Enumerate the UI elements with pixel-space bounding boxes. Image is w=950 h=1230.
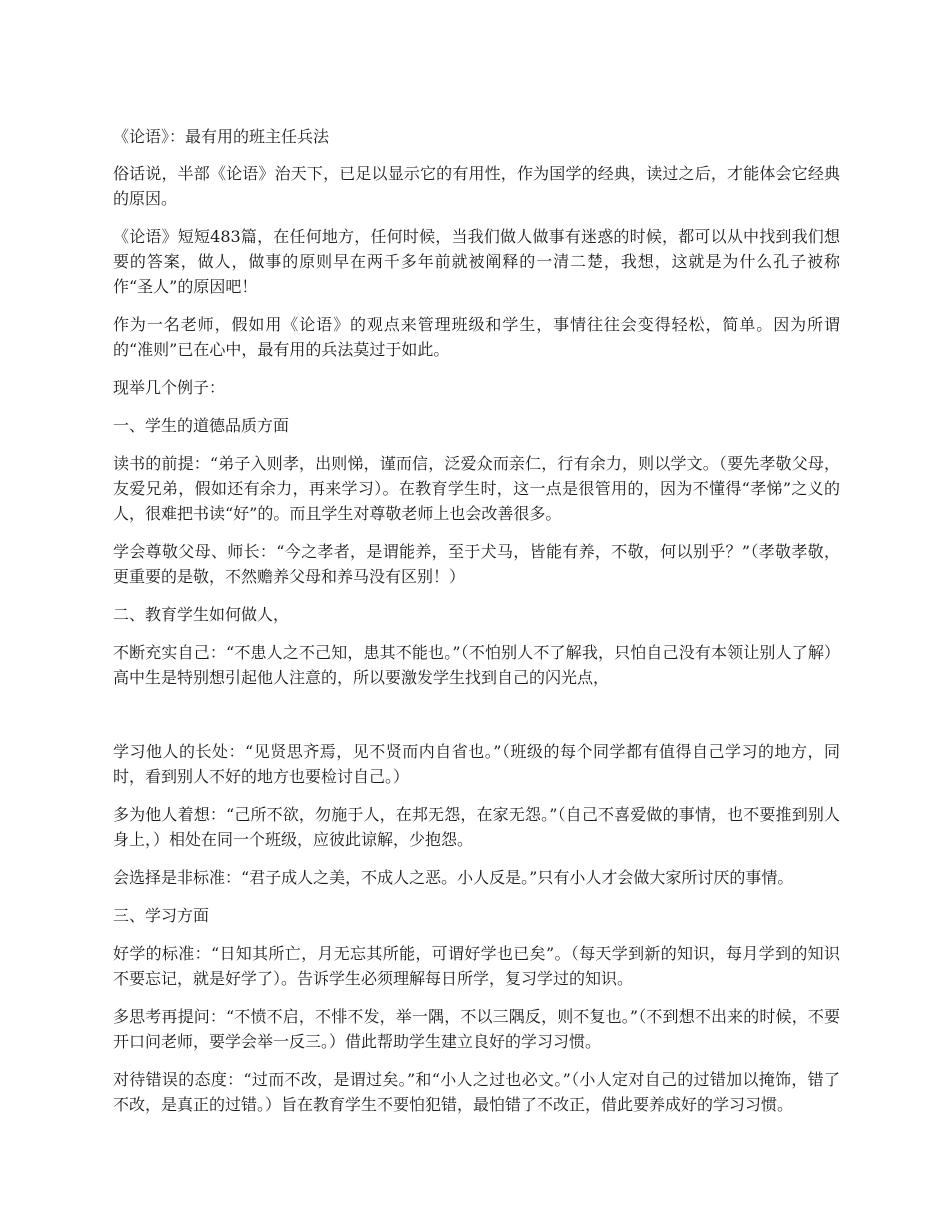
paragraph-think-before-ask: 多思考再提问：“不愤不启，不悱不发，举一隅，不以三隅反，则不复也。”（不到想不出来的时候，不要开口问老师，要学会举一反三。）借此帮助学生建立良好的学习习惯。 (113, 1007, 840, 1051)
paragraph-self-improvement: 不断充实自己：“不患人之不己知，患其不能也。”（不怕别人不了解我，只怕自己没有本领让别人了解）高中生是特别想引起他人注意的，所以要激发学生找到自己的闪光点， (113, 643, 840, 687)
section-heading-study: 三、学习方面 (113, 906, 210, 925)
paragraph-intro: 俗话说，半部《论语》治天下，已足以显示它的有用性，作为国学的经典，读过之后，才能体会它经典的原因。 (113, 164, 840, 208)
document-page (113, 124, 840, 1130)
section-heading-moral: 一、学生的道德品质方面 (113, 416, 290, 435)
paragraph-reading-premise: 读书的前提：“弟子入则孝，出则悌，谨而信，泛爱众而亲仁，行有余力，则以学文。（要先孝敬父母，友爱兄弟，假如还有余力，再来学习）。在教育学生时，这一点是很管用的，因为不懂得“孝悌”之义的人，很难把书读“好”的。而且学生对尊敬老师上也会改善很多。 (113, 454, 840, 523)
section-heading-conduct: 二、教育学生如何做人， (113, 605, 290, 624)
paragraph-learn-from-others: 学习他人的长处：“见贤思齐焉，见不贤而内自省也。”（班级的每个同学都有值得自己学习的地方，同时，看到别人不好的地方也要检讨自己。） (113, 742, 840, 786)
paragraph-love-of-learning: 好学的标准：“日知其所亡，月无忘其所能，可谓好学也已矣”。（每天学到新的知识，每月学到的知识不要忘记，就是好学了）。告诉学生必须理解每日所学，复习学过的知识。 (113, 944, 840, 988)
paragraph-right-wrong: 会选择是非标准：“君子成人之美，不成人之恶。小人反是。”只有小人才会做大家所讨厌的事情。 (113, 868, 794, 887)
paragraph-teacher-use: 作为一名老师，假如用《论语》的观点来管理班级和学生，事情往往会变得轻松，简单。因为所谓的“准则”已在心中，最有用的兵法莫过于如此。 (113, 315, 840, 359)
document-title: 《论语》：最有用的班主任兵法 (113, 127, 330, 146)
paragraph-respect-elders: 学会尊敬父母、师长：“今之孝者，是谓能养，至于犬马，皆能有养，不敬，何以别乎？”（孝敬孝敬，更重要的是敬，不然赡养父母和养马没有区别！） (113, 542, 840, 586)
paragraph-lunyu-answers: 《论语》短短483篇，在任何地方，任何时候，当我们做人做事有迷惑的时候，都可以从中找到我们想要的答案，做人，做事的原则早在两千多年前就被阐释的一清二楚，我想，这就是为什么孔子被称作“圣人”的原因吧！ (113, 227, 840, 296)
blank-gap (113, 703, 840, 739)
paragraph-examples-intro: 现举几个例子： (113, 378, 226, 397)
paragraph-consider-others: 多为他人着想：“己所不欲，勿施于人，在邦无怨，在家无怨。”（自己不喜爱做的事情，也不要推到别人身上，）相处在同一个班级，应彼此谅解，少抱怨。 (113, 805, 840, 849)
paragraph-attitude-to-mistakes: 对待错误的态度：“过而不改，是谓过矣。”和“小人之过也必文。”（小人定对自己的过错加以掩饰，错了不改，是真正的过错。）旨在教育学生不要怕犯错，最怕错了不改正，借此要养成好的学习习惯。 (113, 1070, 840, 1114)
